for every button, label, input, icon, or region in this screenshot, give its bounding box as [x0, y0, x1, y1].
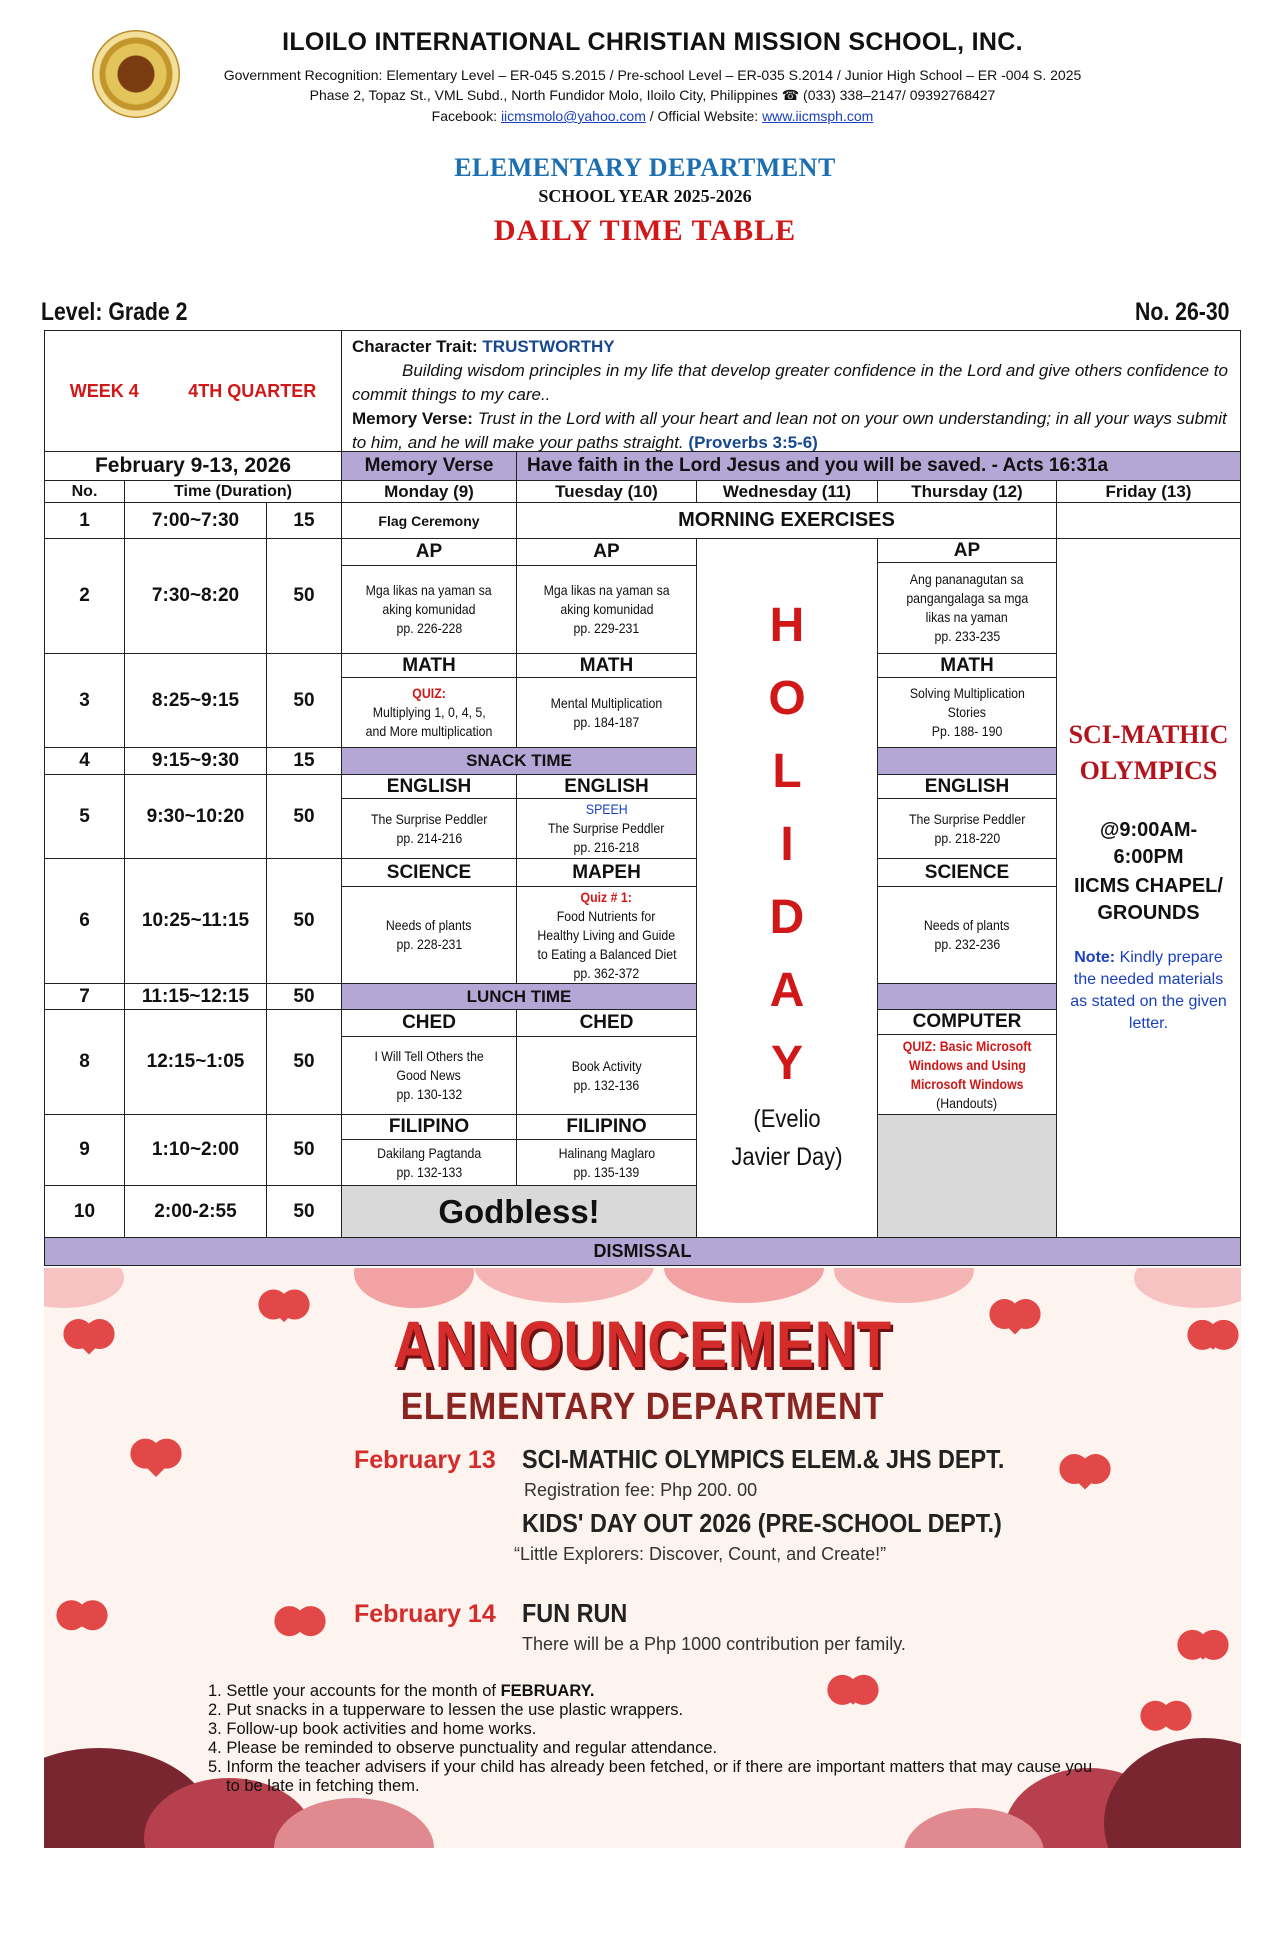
- lesson-page: pp. 184-187: [573, 713, 640, 730]
- verse-text: Trust in the Lord with all your heart and lean not on your own understanding; in all your ways submit to him, and he will make your paths straight.: [352, 409, 1227, 452]
- lesson-line: Book Activity: [571, 1057, 642, 1074]
- lesson-page: pp. 232-236: [934, 936, 1000, 952]
- period-no: 3: [44, 653, 125, 748]
- holiday-letter: I: [780, 818, 794, 871]
- facebook-link[interactable]: iicmsmolo@yahoo.com: [500, 108, 646, 124]
- col-header-wednesday: Wednesday (11): [696, 480, 878, 503]
- thursday-p3-subject: MATH: [877, 653, 1057, 678]
- lesson-line: The Surprise Peddler: [370, 810, 488, 827]
- grade-level: Level: Grade 2: [41, 298, 188, 326]
- monday-p6-subject: SCIENCE: [341, 858, 517, 887]
- period-no: 1: [44, 502, 125, 539]
- period-no: 10: [44, 1185, 125, 1238]
- thursday-p6-lesson: [877, 886, 1057, 984]
- trait-label: Character Trait:: [352, 337, 478, 356]
- note-text: Kindly prepare the needed materials as stated on the given letter.: [1070, 949, 1227, 1032]
- document-number: No. 26-30: [1135, 298, 1230, 326]
- tuesday-p8-lesson: [516, 1036, 697, 1115]
- period-time: 7:30~8:20: [124, 538, 267, 654]
- monday-p2-lesson: [341, 565, 517, 654]
- flag-ceremony: Flag Ceremony: [341, 502, 517, 539]
- event-name-line2: OLYMPICS: [1079, 756, 1218, 785]
- reminder-text: Follow-up book activities and home works.: [226, 1720, 537, 1738]
- lesson-page: pp. 226-228: [396, 620, 462, 636]
- week-quarter-cell: [44, 330, 342, 452]
- monday-p9-lesson: [341, 1139, 517, 1186]
- thursday-afternoon-shade: [877, 1114, 1057, 1238]
- lesson-tag: SPEEH: [585, 801, 628, 817]
- lesson-line: The Surprise Peddler: [548, 820, 665, 836]
- snack-time: SNACK TIME: [341, 747, 697, 775]
- event-sci-mathic: SCI-MATHIC OLYMPICS ELEM.& JHS DEPT.: [522, 1444, 1005, 1474]
- period-no: 7: [44, 983, 125, 1010]
- character-trait-cell: [341, 330, 1241, 452]
- period-no: 6: [44, 858, 125, 984]
- reminder-item: 4. Please be reminded to observe punctuality and regular attendance.: [208, 1739, 718, 1757]
- lesson-line: and More multiplication: [365, 723, 493, 739]
- holiday-letter: H: [769, 599, 805, 652]
- period-time: 1:10~2:00: [124, 1114, 267, 1186]
- lesson-page: pp. 233-235: [934, 628, 1000, 644]
- thursday-p5-subject: ENGLISH: [877, 774, 1057, 799]
- winged-heart-icon: [1069, 1458, 1100, 1489]
- tuesday-p2-subject: AP: [516, 538, 697, 566]
- monday-p6-lesson: [341, 886, 517, 984]
- lesson-line: likas na yaman: [925, 609, 1009, 625]
- recognition-line: Government Recognition: Elementary Level – ER-045 S.2015 / Pre-school Level – ER-035 S.2014 / Junior High School – ER -004 S. 2025: [223, 67, 1082, 83]
- monday-p5-lesson: [341, 798, 517, 859]
- event-fun-run: FUN RUN: [522, 1598, 628, 1628]
- reminder-text: Inform the teacher advisers if your child has already been fetched, or if there are important matters that may cause you to be late in fetching them.: [226, 1758, 1093, 1795]
- holiday-letter: Y: [770, 1037, 803, 1090]
- tuesday-p2-lesson: [516, 565, 697, 654]
- period-time: 11:15~12:15: [124, 983, 267, 1010]
- address-line: Phase 2, Topaz St., VML Subd., North Fundidor Molo, Iloilo City, Philippines ☎ (033) 338–2147/ 09392768427: [309, 87, 996, 103]
- dismissal-row: DISMISSAL: [44, 1237, 1241, 1266]
- holiday-letter: D: [769, 891, 805, 944]
- thursday-p8-subject: COMPUTER: [877, 1009, 1057, 1035]
- tuesday-p9-subject: FILIPINO: [516, 1114, 697, 1140]
- period-duration: 15: [266, 747, 342, 775]
- period-duration: 50: [266, 1114, 342, 1186]
- heart-cluster-decoration: [474, 1268, 654, 1303]
- lesson-page: pp. 216-218: [573, 839, 640, 855]
- period-no: 9: [44, 1114, 125, 1186]
- thursday-p3-lesson: [877, 677, 1057, 748]
- document-title: DAILY TIME TABLE: [493, 214, 797, 247]
- announcement-title: ANNOUNCEMENT: [392, 1307, 893, 1381]
- col-header-tuesday: Tuesday (10): [516, 480, 697, 503]
- monday-p9-subject: FILIPINO: [341, 1114, 517, 1140]
- quiz-line: Microsoft Windows: [910, 1075, 1024, 1092]
- lesson-line: I Will Tell Others the: [374, 1048, 484, 1064]
- announcement-subtitle: ELEMENTARY DEPARTMENT: [400, 1386, 885, 1428]
- heart-icon: [1190, 1634, 1215, 1659]
- period-time: 2:00-2:55: [124, 1185, 267, 1238]
- lesson-line: Dakilang Pagtanda: [376, 1144, 482, 1161]
- col-header-monday: Monday (9): [341, 480, 517, 503]
- school-name: ILOILO INTERNATIONAL CHRISTIAN MISSION SCHOOL, INC.: [282, 28, 1023, 56]
- lesson-line: Mental Multiplication: [550, 694, 663, 711]
- announcement-panel: [44, 1268, 1241, 1848]
- quiz-label: QUIZ:: [412, 685, 446, 701]
- thursday-p5-lesson: [877, 798, 1057, 859]
- thursday-p6-subject: SCIENCE: [877, 858, 1057, 887]
- note-label: Note:: [1074, 949, 1116, 966]
- heart-cluster-decoration: [44, 1268, 124, 1308]
- memory-verse-text: Have faith in the Lord Jesus and you will be saved. - Acts 16:31a: [516, 451, 1241, 481]
- reminder-text: Please be reminded to observe punctuality and regular attendance.: [226, 1739, 718, 1757]
- week-label: WEEK 4: [69, 380, 139, 401]
- tuesday-p3-subject: MATH: [516, 653, 697, 678]
- lesson-line: aking komunidad: [382, 601, 476, 617]
- monday-p8-lesson: [341, 1036, 517, 1115]
- lesson-line: Multiplying 1, 0, 4, 5,: [372, 704, 486, 720]
- friday-row1-empty: [1056, 502, 1241, 539]
- reminder-text: Settle your accounts for the month of: [226, 1682, 501, 1700]
- holiday-letter: O: [768, 672, 806, 725]
- verse-label: Memory Verse:: [352, 409, 473, 428]
- period-duration: 50: [266, 983, 342, 1010]
- period-time: 8:25~9:15: [124, 653, 267, 748]
- lesson-line: Stories: [947, 704, 987, 720]
- lesson-line: Mga likas na yaman sa: [543, 582, 670, 598]
- heart-icon: [1200, 1324, 1225, 1349]
- quiz-label: Quiz # 1:: [580, 888, 633, 905]
- lesson-line: pangangalaga sa mga: [906, 590, 1028, 606]
- monday-p8-subject: CHED: [341, 1009, 517, 1037]
- period-duration: 50: [266, 538, 342, 654]
- godbless-message: Godbless!: [341, 1185, 697, 1238]
- verse-reference: (Proverbs 3:5-6): [688, 433, 818, 452]
- holiday-note: (Evelio Javier Day): [731, 1105, 843, 1171]
- thursday-p8-lesson: [877, 1034, 1057, 1115]
- period-no: 8: [44, 1009, 125, 1115]
- lesson-line: (Handouts): [936, 1094, 998, 1111]
- lunch-time: LUNCH TIME: [341, 983, 697, 1010]
- reminder-month: FEBRUARY.: [500, 1682, 595, 1700]
- heart-cluster-decoration: [834, 1268, 974, 1303]
- lesson-line: Solving Multiplication: [909, 685, 1025, 701]
- tuesday-p9-lesson: [516, 1139, 697, 1186]
- winged-heart-icon: [139, 1443, 173, 1477]
- col-header-time: Time (Duration): [124, 480, 342, 503]
- reminder-item: 1. Settle your accounts for the month of FEBRUARY.: [208, 1682, 595, 1700]
- memory-verse-label: Memory Verse: [341, 451, 517, 481]
- holiday-letter: L: [772, 745, 802, 798]
- period-time: 9:30~10:20: [124, 774, 267, 859]
- website-link[interactable]: www.iicmsph.com: [762, 108, 874, 124]
- heart-icon: [71, 1605, 94, 1628]
- lesson-page: pp. 362-372: [573, 964, 640, 981]
- lesson-page: pp. 229-231: [573, 620, 640, 636]
- lesson-line: Mga likas na yaman sa: [365, 582, 493, 598]
- lesson-page: pp. 218-220: [934, 829, 1000, 846]
- period-duration: 50: [266, 1185, 342, 1238]
- event-note: [1064, 947, 1234, 1035]
- lesson-line: Food Nutrients for: [557, 907, 656, 924]
- heart-icon: [1156, 1705, 1176, 1725]
- event-venue: IICMS CHAPEL/ GROUNDS: [1074, 875, 1223, 924]
- monday-p5-subject: ENGLISH: [341, 774, 517, 799]
- morning-exercises: MORNING EXERCISES: [516, 502, 1057, 539]
- reminder-item: 3. Follow-up book activities and home works.: [208, 1720, 537, 1738]
- period-time: 12:15~1:05: [124, 1009, 267, 1115]
- reminders-list: [208, 1682, 1108, 1796]
- lesson-page: pp. 228-231: [396, 936, 462, 952]
- lesson-line: Healthy Living and Guide: [537, 926, 676, 943]
- lesson-page: Pp. 188- 190: [931, 723, 1003, 739]
- period-time: 9:15~9:30: [124, 747, 267, 775]
- contact-line: [140, 108, 1165, 124]
- period-no: 5: [44, 774, 125, 859]
- col-header-no: No.: [44, 480, 125, 503]
- friday-event: [1056, 538, 1241, 1238]
- event-time: @9:00AM-6:00PM: [1099, 819, 1198, 868]
- reminder-item: 5. Inform the teacher advisers if your child has already been fetched, or if there are important matters that may cause you to be late in fetching them.: [208, 1758, 1093, 1795]
- tuesday-p8-subject: CHED: [516, 1009, 697, 1037]
- event-fun-run-contribution: There will be a Php 1000 contribution per family.: [522, 1634, 906, 1654]
- school-year: SCHOOL YEAR 2025-2026: [538, 186, 752, 206]
- lesson-line: Halinang Maglaro: [558, 1144, 655, 1161]
- lesson-line: Needs of plants: [386, 917, 472, 933]
- lesson-page: pp. 132-136: [573, 1076, 640, 1093]
- reminder-item: 2. Put snacks in a tupperware to lessen the use plastic wrappers.: [208, 1701, 684, 1719]
- trait-value: TRUSTWORTHY: [482, 337, 615, 356]
- department-title: ELEMENTARY DEPARTMENT: [454, 153, 836, 182]
- lesson-page: pp. 135-139: [573, 1163, 640, 1180]
- lesson-line: The Surprise Peddler: [908, 810, 1026, 827]
- period-duration: 50: [266, 653, 342, 748]
- col-header-thursday: Thursday (12): [877, 480, 1057, 503]
- website-label: / Official Website:: [645, 108, 763, 124]
- monday-p2-subject: AP: [341, 538, 517, 566]
- wednesday-holiday: [696, 538, 878, 1238]
- heart-cluster-decoration: [1134, 1268, 1241, 1308]
- heart-icon: [73, 1323, 104, 1354]
- tuesday-p5-lesson: [516, 798, 697, 859]
- date-range: February 9-13, 2026: [44, 451, 342, 481]
- event-sci-mathic-fee: Registration fee: Php 200. 00: [524, 1480, 758, 1500]
- col-header-friday: Friday (13): [1056, 480, 1241, 503]
- heart-icon: [292, 1611, 309, 1628]
- quiz-line: Windows and Using: [908, 1056, 1026, 1073]
- period-time: 10:25~11:15: [124, 858, 267, 984]
- lesson-page: pp. 214-216: [396, 829, 462, 846]
- period-duration: 50: [266, 774, 342, 859]
- period-duration: 15: [266, 502, 342, 539]
- bottom-hearts-decoration: [1104, 1738, 1241, 1848]
- period-no: 4: [44, 747, 125, 775]
- thursday-p2-lesson: [877, 562, 1057, 654]
- period-duration: 50: [266, 858, 342, 984]
- announcement-date-2: February 14: [354, 1600, 496, 1628]
- event-kids-day-out: KIDS' DAY OUT 2026 (PRE-SCHOOL DEPT.): [522, 1508, 1002, 1538]
- period-duration: 50: [266, 1009, 342, 1115]
- tuesday-p5-subject: ENGLISH: [516, 774, 697, 799]
- period-time: 7:00~7:30: [124, 502, 267, 539]
- thursday-lunch-shade: [877, 983, 1057, 1010]
- lesson-line: Good News: [396, 1067, 462, 1083]
- lesson-page: pp. 132-133: [396, 1163, 462, 1180]
- monday-p3-subject: MATH: [341, 653, 517, 678]
- event-name-line1: SCI-MATHIC: [1068, 720, 1229, 749]
- quarter-label: 4TH QUARTER: [188, 380, 317, 401]
- event-kids-day-out-theme: “Little Explorers: Discover, Count, and Create!”: [514, 1544, 887, 1564]
- heart-cluster-decoration: [354, 1268, 474, 1308]
- tuesday-p6-lesson: [516, 886, 697, 984]
- heart-cluster-decoration: [664, 1268, 824, 1303]
- announcement-date-1: February 13: [354, 1446, 496, 1474]
- lesson-line: to Eating a Balanced Diet: [536, 945, 677, 962]
- quiz-line: QUIZ: Basic Microsoft: [902, 1037, 1032, 1054]
- facebook-label: Facebook:: [431, 108, 501, 124]
- lesson-line: Ang pananagutan sa: [910, 571, 1024, 587]
- lesson-line: aking komunidad: [559, 601, 654, 617]
- monday-p3-lesson: [341, 677, 517, 748]
- thursday-snack-shade: [877, 747, 1057, 775]
- tuesday-p6-subject: MAPEH: [516, 858, 697, 887]
- thursday-p2-subject: AP: [877, 538, 1057, 563]
- tuesday-p3-lesson: [516, 677, 697, 748]
- lesson-line: Needs of plants: [924, 917, 1010, 933]
- holiday-letter: A: [769, 964, 805, 1017]
- lesson-page: pp. 130-132: [396, 1086, 462, 1102]
- trait-text: Building wisdom principles in my life that develop greater confidence in the Lord and give others confidence to commit things to my care..: [352, 361, 1228, 404]
- reminder-text: Put snacks in a tupperware to lessen the use plastic wrappers.: [226, 1701, 684, 1719]
- period-no: 2: [44, 538, 125, 654]
